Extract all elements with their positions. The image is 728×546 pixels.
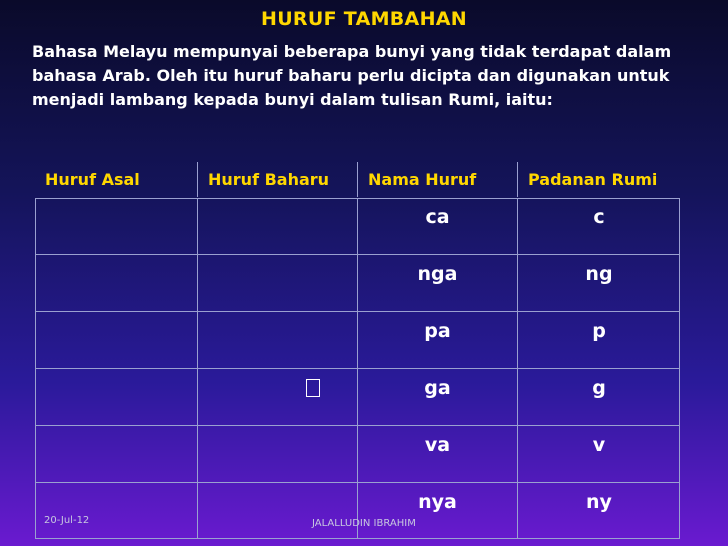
cell-huruf-asal <box>35 483 198 539</box>
table-row <box>35 483 680 539</box>
table-row <box>35 312 680 368</box>
cell-nama-huruf: ga <box>358 369 518 425</box>
missing-glyph-box-icon <box>306 379 320 397</box>
cell-huruf-asal <box>35 312 198 368</box>
letters-table <box>35 162 680 539</box>
cell-huruf-baharu <box>198 255 358 311</box>
cell-nama-huruf: pa <box>358 312 518 368</box>
cell-padanan-rumi: g <box>592 377 606 399</box>
table-row <box>35 369 680 425</box>
table-header-row <box>35 162 680 197</box>
cell-huruf-baharu <box>198 198 358 254</box>
cell-huruf-asal <box>35 369 198 425</box>
header-huruf-asal: Huruf Asal <box>35 162 198 197</box>
cell-huruf-baharu <box>198 312 358 368</box>
footer-date: 20-Jul-12 <box>44 515 90 526</box>
table-row <box>35 255 680 311</box>
cell-nama-huruf: nya <box>358 483 518 539</box>
slide-title: HURUF TAMBAHAN <box>261 8 467 30</box>
cell-huruf-baharu <box>198 483 358 539</box>
table-row <box>35 198 680 254</box>
cell-padanan-rumi: v <box>592 434 606 456</box>
table-row <box>35 426 680 482</box>
cell-nama-huruf: va <box>358 426 518 482</box>
cell-huruf-baharu <box>198 426 358 482</box>
cell-huruf-baharu <box>198 369 358 425</box>
header-huruf-baharu: Huruf Baharu <box>198 162 358 197</box>
cell-padanan-rumi: ny <box>586 491 612 513</box>
header-nama-huruf: Nama Huruf <box>358 162 518 197</box>
header-padanan-rumi: Padanan Rumi <box>528 170 658 189</box>
intro-paragraph: Bahasa Melayu mempunyai beberapa bunyi yang tidak terdapat dalam bahasa Arab. Oleh itu huruf baharu perlu dicipta dan digunakan untuk menjadi lambang kepada bunyi dalam tulisan Rumi, iaitu: <box>32 42 672 109</box>
cell-huruf-asal <box>35 426 198 482</box>
footer-author: JALALLUDIN IBRAHIM <box>312 518 416 529</box>
cell-nama-huruf: ca <box>358 198 518 254</box>
cell-padanan-rumi: ng <box>585 263 613 285</box>
cell-padanan-rumi: c <box>593 206 605 228</box>
cell-huruf-asal <box>35 255 198 311</box>
cell-huruf-asal <box>35 198 198 254</box>
cell-nama-huruf: nga <box>358 255 518 311</box>
cell-padanan-rumi: p <box>592 320 606 342</box>
